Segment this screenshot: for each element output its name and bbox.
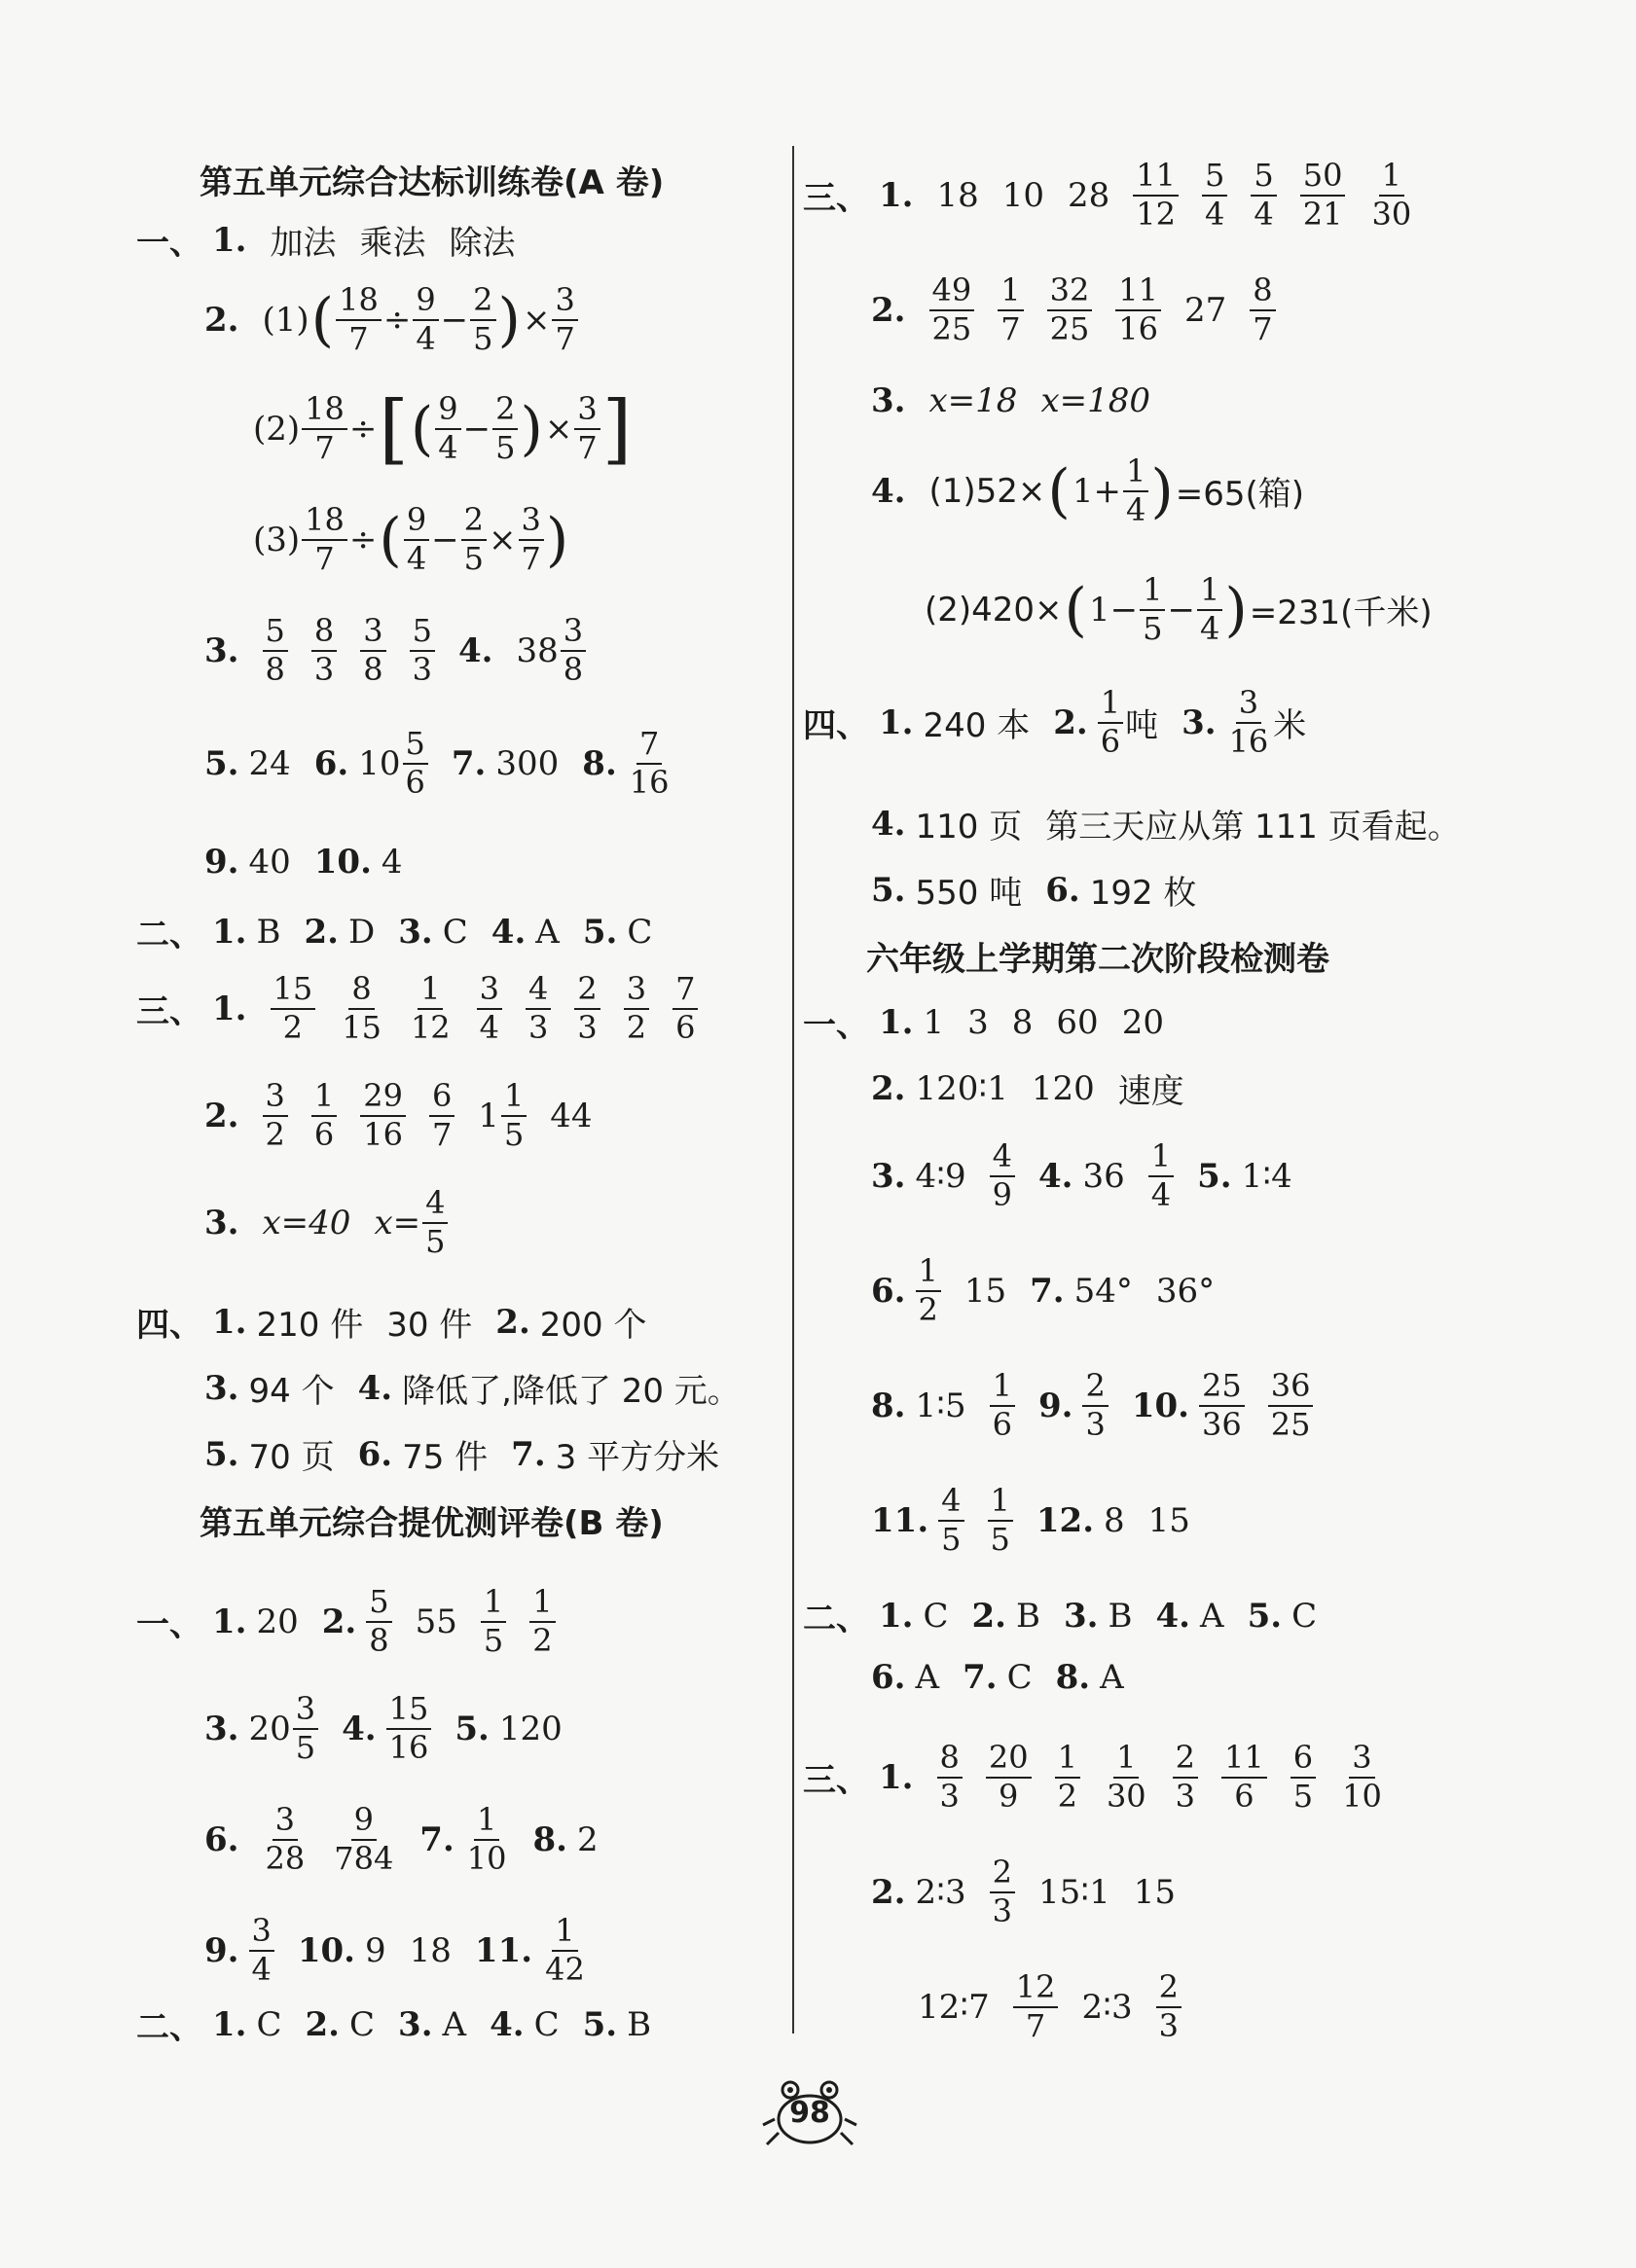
fraction: $\frac{9}{4}$ [435,393,460,464]
fraction: $\frac{1}{4}$ [1123,455,1148,526]
fraction: $\frac{3}{4}$ [477,973,502,1044]
fraction: $\frac{1}{2}$ [916,1255,941,1326]
fraction: $\frac{3}{7}$ [519,504,544,575]
fraction: $\frac{4}{5}$ [422,1187,448,1258]
answer-line-g3: 3. x=18 x=180 [871,381,1150,420]
answer-line-a3: 3. $\frac{5}{8}$ $\frac{8}{3}$ $\frac{3}{8}$ $\frac{5}{3}$ 4. 38 $\frac{3}{8}$ [204,615,586,686]
fraction: $\frac{49}{25}$ [929,274,975,345]
answer-line-k1: 三、 1. $\frac{8}{3}$ $\frac{20}{9}$ $\frac{1}{2}$ $\frac{1}{30}$ $\frac{2}{3}$ $\frac{11}{6}$ $\frac{6}{5}$ $\frac{3}{10}$ [803,1742,1385,1813]
fraction: $\frac{3}{28}$ [265,1801,306,1877]
answer-line-a1: 一、 1. 加法 乘法 除法 [136,216,516,264]
answer-line-j1: 二、 1. C 2. B 3. B 4. A 5. C [803,1592,1317,1639]
section-label: 四、 [136,1306,202,1345]
fraction: $\frac{1}{5}$ [501,1080,527,1151]
section-label: 二、 [136,2008,202,2047]
fraction: $\frac{3}{5}$ [293,1693,318,1764]
answer-line-c1: 三、 1. $\frac{15}{2}$ $\frac{8}{15}$ $\frac{1}{12}$ $\frac{3}{4}$ $\frac{4}{3}$ $\frac{2}{3}$ $\frac{3}{2}$ $\frac{7}{6}$ [136,973,698,1044]
answer-line-d3: 3. 94 个 4. 降低了,降低了 20 元。 [204,1368,741,1411]
section-title-b: 第五单元综合提优测评卷(B 卷) [200,1504,664,1543]
answer-line-e9: 9. $\frac{3}{4}$ 10. 9 18 11. $\frac{1}{42}$ [204,1915,588,1986]
answer-line-i1: 一、 1. 1 3 8 60 20 [803,998,1164,1046]
fraction: $\frac{18}{7}$ [336,284,382,355]
answer-line-b1: 二、 1. B 2. D 3. C 4. A 5. C [136,908,652,955]
column-divider [792,146,794,2034]
fraction: $\frac{18}{7}$ [302,393,347,464]
fraction: $\frac{1}{5}$ [481,1586,506,1657]
answer-line-i8: 8. 1∶5 $\frac{1}{6}$ 9. $\frac{2}{3}$ 10. $\frac{25}{36}$ $\frac{36}{25}$ [871,1370,1313,1441]
fraction: $\frac{36}{25}$ [1268,1370,1314,1441]
fraction: $\frac{8}{3}$ [311,615,337,686]
answer-line-g1: 三、 1. 18 10 28 $\frac{11}{12}$ $\frac{5}{4}$ $\frac{5}{4}$ $\frac{50}{21}$ $\frac{1}{30}$ [803,160,1414,231]
answer-line-k2: 2. 2∶3 $\frac{2}{3}$ 15∶1 15 [871,1854,1176,1929]
fraction: $\frac{2}{3}$ [574,973,600,1044]
fraction: $\frac{3}{8}$ [360,615,385,686]
fraction: $\frac{1}{2}$ [529,1586,555,1657]
fraction: $\frac{3}{2}$ [263,1080,288,1151]
answer-line-h1: 四、 1. 240 本 2. $\frac{1}{6}$ 吨 3. $\frac{3}{16}$ 米 [803,684,1307,760]
section-label: 二、 [803,1600,869,1638]
answer-line-h4: 4. 110 页 第三天应从第 111 页看起。 [871,804,1461,846]
fraction: $\frac{2}{3}$ [1156,1971,1182,2042]
fraction: $\frac{5}{6}$ [403,728,428,799]
fraction: $\frac{4}{9}$ [990,1140,1015,1211]
fraction: $\frac{15}{2}$ [271,973,316,1044]
fraction: $\frac{3}{10}$ [1342,1739,1382,1815]
fraction: $\frac{1}{6}$ [1098,687,1123,758]
section-title-a: 第五单元综合达标训练卷(A 卷) [200,163,665,202]
page-number-badge [761,2076,858,2154]
fraction: $\frac{7}{6}$ [673,973,698,1044]
fraction: $\frac{5}{3}$ [410,615,435,686]
fraction: $\frac{7}{16}$ [629,725,670,801]
answer-line-e1: 一、 1. 20 2. $\frac{5}{8}$ 55 $\frac{1}{5}$ $\frac{1}{2}$ [136,1586,556,1657]
fraction: $\frac{3}{7}$ [552,284,577,355]
fraction: $\frac{8}{15}$ [342,970,382,1046]
fraction: $\frac{1}{42}$ [545,1912,585,1988]
answer-line-f1: 二、 1. C 2. C 3. A 4. C 5. B [136,2000,651,2048]
fraction: $\frac{3}{8}$ [561,615,586,686]
fraction: $\frac{1}{5}$ [988,1485,1013,1556]
fraction: $\frac{12}{7}$ [1013,1971,1059,2042]
answer-line-h5: 5. 550 吨 6. 192 枚 [871,870,1197,913]
answer-line-k3: 12∶7 $\frac{12}{7}$ 2∶3 $\frac{2}{3}$ [918,1971,1182,2042]
fraction: $\frac{2}{5}$ [470,284,495,355]
answer-line-c2: 2. $\frac{3}{2}$ $\frac{1}{6}$ $\frac{29}{16}$ $\frac{6}{7}$ 1 $\frac{1}{5}$ 44 [204,1077,593,1153]
answer-line-i11: 11. $\frac{4}{5}$ $\frac{1}{5}$ 12. 8 15 [871,1482,1190,1558]
section-label: 三、 [136,992,202,1032]
fraction: $\frac{2}{3}$ [990,1856,1015,1927]
fraction: $\frac{1}{12}$ [410,970,451,1046]
fraction: $\frac{5}{8}$ [263,615,288,686]
fraction: $\frac{1}{6}$ [990,1370,1015,1441]
fraction: $\frac{2}{3}$ [1173,1742,1198,1813]
answer-line-a2-2: (2) $\frac{18}{7}$ ÷ [ ( $\frac{9}{4}$ − $\frac{2}{5}$ ) × $\frac{3}{7}$ ] [253,385,633,473]
answer-line-g2: 2. $\frac{49}{25}$ $\frac{1}{7}$ $\frac{32}{25}$ $\frac{11}{16}$ 27 $\frac{8}{7}$ [871,274,1276,345]
answer-line-g4-1: 4. (1)52× ( 1+ $\frac{1}{4}$ ) =65(箱) [871,452,1305,528]
section-label: 一、 [803,1006,869,1045]
fraction: $\frac{5}{4}$ [1251,160,1276,231]
fraction: $\frac{2}{3}$ [1082,1370,1108,1441]
section-label: 四、 [803,706,869,746]
fraction: $\frac{2}{5}$ [492,393,518,464]
section-label: 二、 [136,916,202,954]
fraction: $\frac{4}{3}$ [526,973,551,1044]
answer-line-a9: 9. 40 10. 4 [204,843,403,882]
fraction: $\frac{6}{7}$ [429,1080,454,1151]
section-label: 一、 [136,224,202,263]
fraction: $\frac{1}{30}$ [1371,157,1412,233]
fraction: $\frac{1}{4}$ [1197,574,1222,645]
fraction: $\frac{11}{16}$ [1115,274,1161,345]
fraction: $\frac{8}{7}$ [1250,274,1275,345]
section-label: 三、 [803,179,869,219]
answer-line-a5: 5. 24 6. 10 $\frac{5}{6}$ 7. 300 8. $\frac{7}{16}$ [204,728,673,799]
answer-line-i2: 2. 120∶1 120 速度 [871,1068,1184,1111]
fraction: $\frac{5}{8}$ [366,1586,391,1657]
fraction: $\frac{1}{6}$ [311,1080,337,1151]
fraction: $\frac{9}{4}$ [413,284,438,355]
fraction: $\frac{18}{7}$ [302,504,347,575]
answer-line-a2-3: (3) $\frac{18}{7}$ ÷ ( $\frac{9}{4}$ − $\frac{2}{5}$ × $\frac{3}{7}$ ) [253,501,569,577]
fraction: $\frac{8}{3}$ [937,1742,963,1813]
answer-line-j6: 6. A 7. C 8. A [871,1658,1124,1697]
fraction: $\frac{3}{16}$ [1228,684,1269,760]
fraction: $\frac{1}{10}$ [466,1801,507,1877]
fraction: $\frac{20}{9}$ [986,1742,1032,1813]
fraction: $\frac{1}{7}$ [998,274,1023,345]
fraction: $\frac{4}{5}$ [938,1485,963,1556]
answer-line-d1: 四、 1. 210 件 30 件 2. 200 个 [136,1298,646,1346]
answer-line-e6: 6. $\frac{3}{28}$ $\frac{9}{784}$ 7. $\frac{1}{10}$ 8. 2 [204,1801,599,1877]
fraction: $\frac{3}{4}$ [249,1915,274,1986]
fraction: $\frac{15}{16}$ [386,1693,432,1764]
section-label: 一、 [136,1605,202,1645]
page-number: 98 [789,2096,830,2130]
answer-line-g4-2: (2)420× ( 1− $\frac{1}{5}$ − $\frac{1}{4}$ ) =231(千米) [925,571,1433,647]
fraction: $\frac{29}{16}$ [360,1080,406,1151]
section-label: 三、 [803,1761,869,1801]
fraction: $\frac{11}{6}$ [1221,1742,1267,1813]
fraction: $\frac{1}{4}$ [1148,1140,1174,1211]
fraction: $\frac{6}{5}$ [1291,1742,1316,1813]
fraction: $\frac{25}{36}$ [1199,1370,1245,1441]
fraction: $\frac{50}{21}$ [1300,160,1346,231]
fraction: $\frac{1}{30}$ [1106,1739,1146,1815]
fraction: $\frac{9}{784}$ [334,1801,394,1877]
fraction: $\frac{9}{4}$ [404,504,429,575]
fraction: $\frac{2}{5}$ [461,504,487,575]
fraction: $\frac{32}{25}$ [1047,274,1093,345]
answer-line-i6: 6. $\frac{1}{2}$ 15 7. 54° 36° [871,1252,1216,1328]
fraction: $\frac{5}{4}$ [1202,160,1227,231]
fraction: $\frac{1}{2}$ [1055,1742,1080,1813]
fraction: $\frac{3}{2}$ [624,973,649,1044]
fraction: $\frac{11}{12}$ [1133,160,1179,231]
fraction: $\frac{3}{7}$ [574,393,600,464]
answer-line-e3: 3. 20 $\frac{3}{5}$ 4. $\frac{15}{16}$ 5. 120 [204,1690,563,1766]
fraction: $\frac{1}{5}$ [1140,574,1165,645]
answer-line-d5: 5. 70 页 6. 75 件 7. 3 平方分米 [204,1434,720,1477]
answer-line-i3: 3. 4∶9 $\frac{4}{9}$ 4. 36 $\frac{1}{4}$ 5. 1∶4 [871,1137,1292,1213]
answer-line-a2-1: 2. (1) ( $\frac{18}{7}$ ÷ $\frac{9}{4}$ − $\frac{2}{5}$ ) × $\frac{3}{7}$ [204,284,578,355]
answer-line-c3: 3. x=40 x= $\frac{4}{5}$ [204,1187,448,1258]
section-title-c: 六年级上学期第二次阶段检测卷 [866,940,1329,979]
